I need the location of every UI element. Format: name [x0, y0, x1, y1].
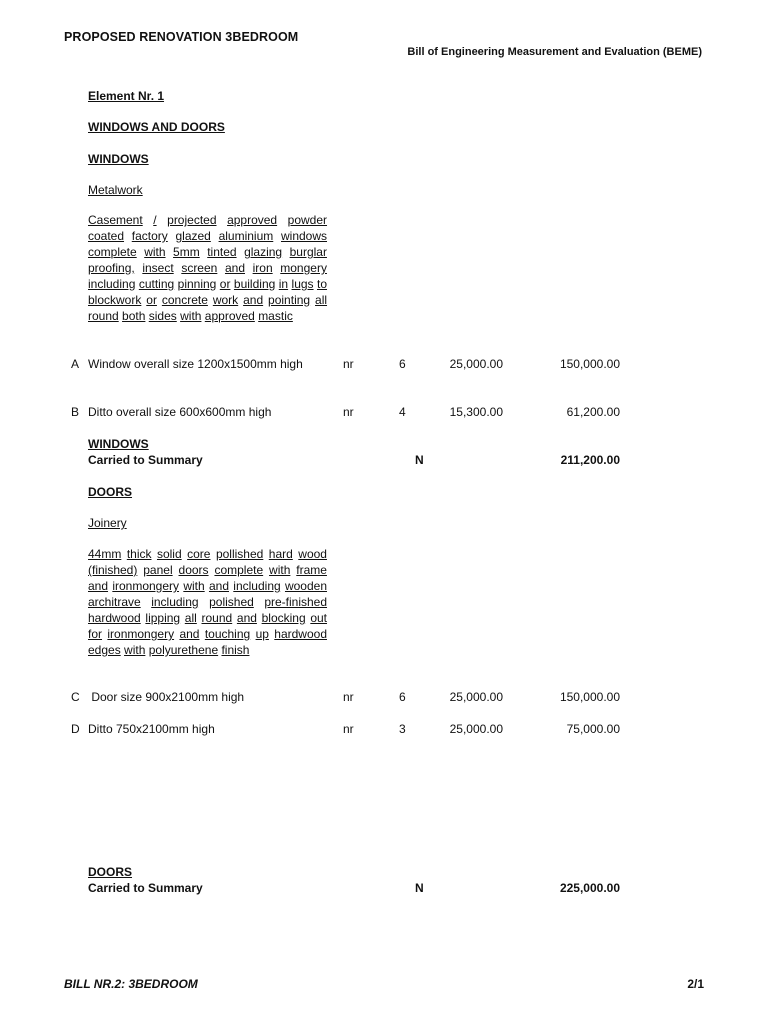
- element-number: Element Nr. 1: [88, 89, 165, 103]
- page-number: 2/1: [687, 977, 704, 991]
- windows-total-amount: 211,200.00: [560, 453, 620, 467]
- currency-symbol: N: [415, 881, 424, 895]
- doors-heading: DOORS: [88, 485, 133, 499]
- bill-reference: BILL NR.2: 3BEDROOM: [64, 977, 198, 991]
- carried-to-summary-label: Carried to Summary: [88, 453, 203, 467]
- carried-to-summary-label: Carried to Summary: [88, 881, 203, 895]
- item-quantity: 3: [399, 722, 406, 736]
- doors-total-row: [0, 880, 768, 896]
- item-unit: nr: [343, 405, 354, 419]
- item-letter: D: [71, 722, 80, 736]
- item-unit: nr: [343, 722, 354, 736]
- item-amount: 61,200.00: [566, 405, 620, 419]
- item-rate: 25,000.00: [449, 357, 503, 371]
- item-rate: 25,000.00: [449, 690, 503, 704]
- item-unit: nr: [343, 690, 354, 704]
- item-quantity: 6: [399, 357, 406, 371]
- table-row: [0, 721, 768, 737]
- item-unit: nr: [343, 357, 354, 371]
- item-amount: 150,000.00: [559, 357, 620, 371]
- windows-heading: WINDOWS: [88, 152, 149, 166]
- item-amount: 150,000.00: [559, 690, 620, 704]
- windows-subheading: Metalwork: [88, 183, 143, 197]
- item-rate: 15,300.00: [449, 405, 503, 419]
- item-letter: A: [71, 357, 80, 371]
- table-row: [0, 404, 768, 420]
- item-description: Window overall size 1200x1500mm high: [88, 357, 303, 371]
- item-quantity: 6: [399, 690, 406, 704]
- project-title: PROPOSED RENOVATION 3BEDROOM: [64, 30, 299, 44]
- item-letter: C: [71, 690, 80, 704]
- table-row: [0, 356, 768, 372]
- item-description: Door size 900x2100mm high: [88, 690, 245, 704]
- item-quantity: 4: [399, 405, 406, 419]
- currency-symbol: N: [415, 453, 424, 467]
- windows-total-heading: WINDOWS: [88, 437, 149, 451]
- windows-total-row: [0, 452, 768, 468]
- item-description: Ditto 750x2100mm high: [88, 722, 215, 736]
- doors-subheading: Joinery: [88, 516, 127, 530]
- doors-total-amount: 225,000.00: [559, 881, 620, 895]
- item-amount: 75,000.00: [566, 722, 620, 736]
- doors-total-heading: DOORS: [88, 865, 133, 879]
- doors-description: 44mm thick solid core pollished hard wood (finished) panel doors complete with frame and ironmongery with and including wooden architrave including polished pre-finished hardwood lipping all round and blocking out for ironmongery and touching up hardwood edges with polyurethene finish: [88, 547, 328, 657]
- element-title: WINDOWS AND DOORS: [88, 120, 225, 134]
- item-letter: B: [71, 405, 80, 419]
- windows-description: Casement / projected approved powder coated factory glazed aluminium windows complete with 5mm tinted glazing burglar proofing, insect screen and iron mongery including cutting pinning or building in lugs to blockwork or concrete work and pointing all round both sides with approved mastic: [88, 213, 328, 323]
- bill-title: Bill of Engineering Measurement and Evaluation (BEME): [407, 46, 702, 58]
- table-row: [0, 689, 768, 705]
- item-rate: 25,000.00: [449, 722, 503, 736]
- item-description: Ditto overall size 600x600mm high: [88, 405, 272, 419]
